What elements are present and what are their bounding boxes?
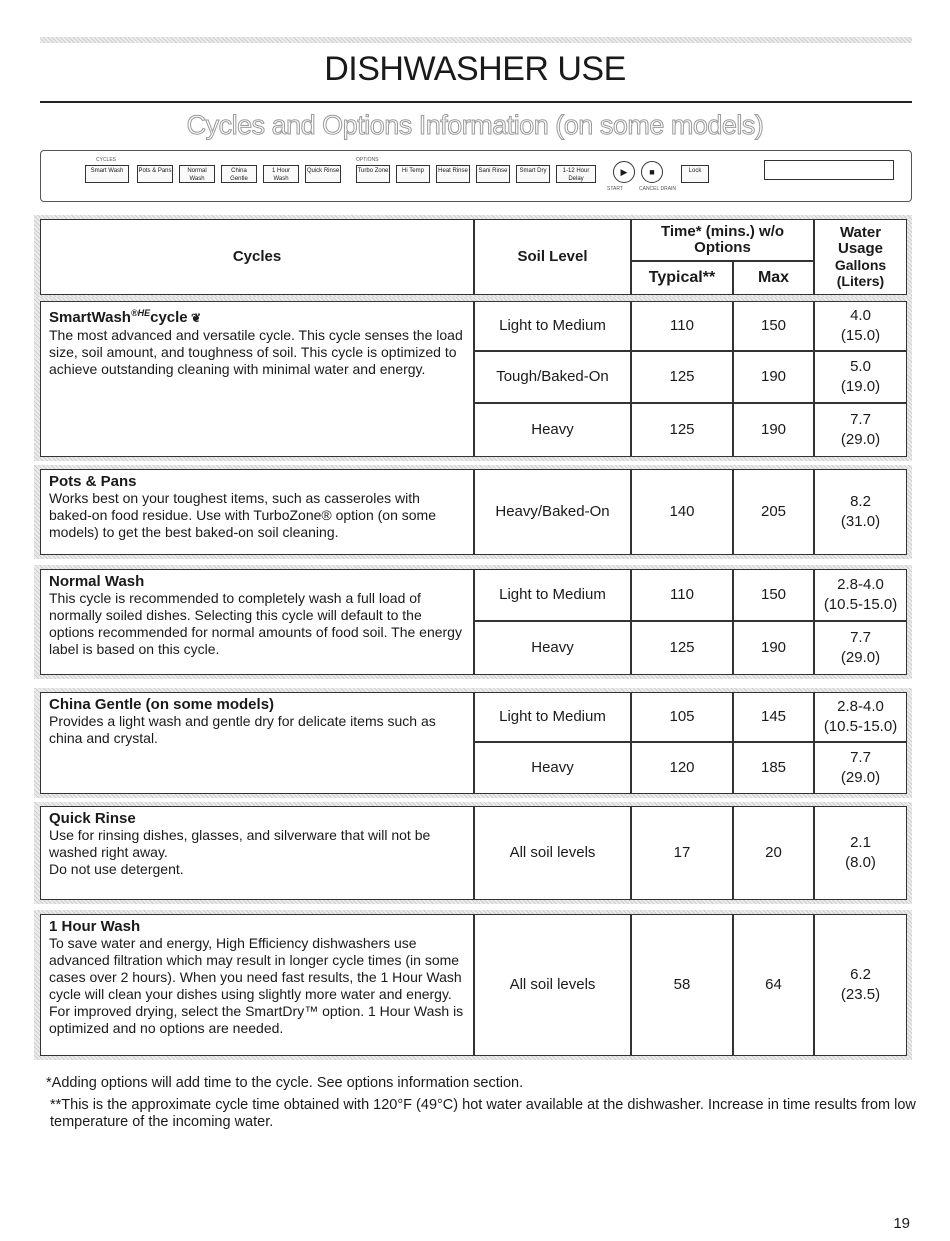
water-liters: (10.5-15.0) [823, 596, 898, 613]
soil-level-cell-text: Light to Medium [499, 708, 606, 725]
water-usage-cell [814, 301, 907, 351]
panel-button-sani-rinse: Sani Rinse [476, 165, 510, 183]
cycle-block [34, 802, 912, 904]
typical-time-cell-text: 58 [673, 976, 691, 993]
page-title: DISHWASHER USE [324, 50, 626, 88]
max-time-cell [733, 806, 814, 900]
start-icon: ▶ [613, 161, 635, 183]
max-time-cell-text: 185 [760, 759, 787, 776]
header-water-usage: Water Usage [837, 224, 884, 257]
soil-level-cell-text: Heavy [531, 421, 574, 438]
cancel-label: CANCEL DRAIN [639, 186, 677, 192]
soil-level-cell [474, 569, 631, 621]
cycle-name [49, 305, 465, 327]
panel-button-turbo-zone: Turbo Zone [356, 165, 390, 183]
typical-time-cell-text: 125 [669, 421, 695, 438]
typical-time-cell-text: 17 [673, 844, 691, 861]
max-time-cell-text: 205 [760, 503, 787, 520]
cycle-block [34, 465, 912, 559]
panel-button-heat-rinse: Heat Rinse [436, 165, 470, 183]
soil-level-cell-text: Heavy [531, 639, 574, 656]
max-time-cell-text: 190 [760, 421, 787, 438]
water-gallons: 2.8-4.0 [837, 698, 884, 715]
max-time-cell-text: 64 [765, 976, 782, 993]
cycle-block [34, 565, 912, 679]
control-panel-illustration [40, 150, 912, 202]
options-label: OPTIONS [356, 157, 379, 163]
page-number: 19 [893, 1215, 910, 1232]
soil-level-cell-text: Heavy/Baked-On [495, 503, 610, 520]
soil-level-cell [474, 351, 631, 403]
panel-display [764, 160, 894, 180]
soil-level-cell-text: Light to Medium [499, 317, 606, 334]
water-usage-cell [814, 569, 907, 621]
header-cycles: Cycles [40, 219, 474, 295]
water-liters: (29.0) [840, 431, 881, 448]
cycle-name-suffix: cycle [150, 309, 188, 326]
water-gallons: 4.0 [850, 307, 871, 324]
max-time-cell [733, 569, 814, 621]
typical-time-cell [631, 806, 733, 900]
cycle-name-text: Pots & Pans [49, 473, 137, 490]
typical-time-cell-text: 120 [669, 759, 695, 776]
water-gallons: 5.0 [850, 358, 871, 375]
max-time-cell-text: 145 [760, 708, 787, 725]
water-gallons: 7.7 [850, 629, 871, 646]
header-time: Time* (mins.) w/o Options [631, 219, 814, 261]
cycle-description-cell [40, 806, 474, 900]
typical-time-cell [631, 742, 733, 794]
soil-level-cell [474, 621, 631, 675]
water-usage-cell [814, 351, 907, 403]
panel-button-normal-wash: Normal Wash [179, 165, 215, 183]
soil-level-cell [474, 692, 631, 742]
panel-button-delay: 1-12 Hour Delay [556, 165, 596, 183]
water-gallons: 2.1 [850, 834, 871, 851]
soil-level-cell [474, 742, 631, 794]
leaf-icon: ❦ [187, 311, 202, 325]
cycle-description: This cycle is recommended to completely wash a full load of normally soiled dishes. Selecting this cycle will default to the options recommended for normal amounts of food soil. The energy label is based on this cycle. [49, 590, 462, 657]
registered-mark: ®HE [130, 308, 151, 318]
cycle-name [49, 573, 465, 590]
max-time-cell-text: 190 [760, 639, 787, 656]
cycle-name-text: Quick Rinse [49, 810, 136, 827]
water-liters: (29.0) [840, 649, 881, 666]
page-subtitle: Cycles and Options Information (on some models) [186, 110, 764, 140]
panel-button-china-gentle: China Gentle [221, 165, 257, 183]
water-usage-cell [814, 806, 907, 900]
water-gallons: 6.2 [850, 966, 871, 983]
cycle-name [49, 473, 465, 490]
typical-time-cell-text: 110 [670, 586, 694, 603]
stop-icon: ■ [641, 161, 663, 183]
header-gallons: Gallons [834, 257, 887, 273]
cycle-description: Works best on your toughest items, such as casseroles with baked-on food residue. Use with TurboZone® option (on some models) to get the best baked-on soil cleaning. [49, 490, 436, 540]
max-time-cell [733, 301, 814, 351]
cycle-description: Do not use detergent. [49, 861, 184, 877]
max-time-cell [733, 621, 814, 675]
typical-time-cell-text: 125 [669, 639, 695, 656]
water-liters: (15.0) [840, 327, 881, 344]
max-time-cell [733, 351, 814, 403]
panel-button-smart-wash: Smart Wash [85, 165, 129, 183]
start-label: START [607, 186, 623, 192]
soil-level-cell [474, 469, 631, 555]
typical-time-cell-text: 125 [669, 368, 695, 385]
cycle-description-cell [40, 569, 474, 675]
typical-time-cell [631, 621, 733, 675]
typical-time-cell-text: 105 [669, 708, 695, 725]
cycle-name [49, 810, 465, 827]
header-liters: (Liters) [836, 273, 885, 289]
panel-button-hi-temp: Hi Temp [396, 165, 430, 183]
water-liters: (23.5) [840, 986, 881, 1003]
soil-level-cell [474, 301, 631, 351]
cycle-name-text: SmartWash [49, 309, 131, 326]
water-liters: (8.0) [845, 854, 876, 871]
max-time-cell-text: 150 [760, 317, 787, 334]
top-decorative-bar [40, 37, 912, 43]
water-usage-cell [814, 914, 907, 1056]
max-time-cell-text: 190 [760, 368, 787, 385]
panel-button-1-hour-wash: 1 Hour Wash [263, 165, 299, 183]
typical-time-cell [631, 403, 733, 457]
soil-level-cell [474, 403, 631, 457]
footnote-2-text: **This is the approximate cycle time obtained with 120°F (49°C) hot water available at the dishwasher. Increase in time results from low temperature of the incoming water. [50, 1097, 916, 1130]
cycle-name-text: China Gentle (on some models) [49, 696, 275, 713]
cycle-name [49, 696, 465, 713]
water-gallons: 8.2 [850, 493, 871, 510]
soil-level-cell-text: Heavy [531, 759, 574, 776]
typical-time-cell [631, 914, 733, 1056]
typical-time-cell [631, 569, 733, 621]
max-time-cell [733, 692, 814, 742]
cycle-description-cell [40, 469, 474, 555]
water-usage-cell [814, 621, 907, 675]
water-liters: (31.0) [840, 513, 881, 530]
panel-button-quick-rinse: Quick Rinse [305, 165, 341, 183]
soil-level-cell [474, 806, 631, 900]
header-soil-level: Soil Level [474, 219, 631, 295]
cycle-name-text: Normal Wash [49, 573, 145, 590]
cycle-description: Use for rinsing dishes, glasses, and silverware that will not be washed right away. [49, 827, 431, 860]
water-usage-cell [814, 403, 907, 457]
cycle-block [34, 910, 912, 1060]
water-gallons: 2.8-4.0 [837, 576, 884, 593]
header-typical: Typical** [631, 261, 733, 295]
water-liters: (10.5-15.0) [823, 718, 898, 735]
cycle-name [49, 918, 465, 935]
panel-button-smart-dry: Smart Dry [516, 165, 550, 183]
header-max: Max [733, 261, 814, 295]
header-water [814, 219, 907, 295]
typical-time-cell-text: 140 [669, 503, 695, 520]
max-time-cell [733, 469, 814, 555]
cycle-description: To save water and energy, High Efficiency dishwashers use advanced filtration which may result in longer cycle times (in some cases over 2 hours). When you need fast results, the 1 Hour Wash cycle will clean your dishes using slightly more water and energy. For improved drying, select the SmartDry™ option. 1 Hour Wash is optimized and no options are needed. [49, 935, 464, 1036]
typical-time-cell-text: 110 [670, 317, 694, 334]
cycles-label: CYCLES [96, 157, 117, 163]
water-usage-cell [814, 469, 907, 555]
cycle-block [34, 688, 912, 798]
water-usage-cell [814, 742, 907, 794]
cycle-name-text: 1 Hour Wash [49, 918, 141, 935]
cycle-description: Provides a light wash and gentle dry for delicate items such as china and crystal. [49, 713, 436, 746]
max-time-cell-text: 150 [760, 586, 787, 603]
max-time-cell [733, 403, 814, 457]
water-liters: (29.0) [840, 769, 881, 786]
water-gallons: 7.7 [850, 749, 871, 766]
water-gallons: 7.7 [850, 411, 871, 428]
max-time-cell-text: 20 [765, 844, 782, 861]
soil-level-cell-text: Light to Medium [499, 586, 606, 603]
max-time-cell [733, 742, 814, 794]
table-header [34, 215, 912, 297]
soil-level-cell-text: Tough/Baked-On [496, 368, 609, 385]
water-liters: (19.0) [840, 378, 881, 395]
panel-button-lock: Lock [681, 165, 709, 183]
cycle-block [34, 297, 912, 461]
typical-time-cell [631, 351, 733, 403]
max-time-cell [733, 914, 814, 1056]
typical-time-cell [631, 469, 733, 555]
cycle-description-cell [40, 692, 474, 794]
cycle-description-cell [40, 914, 474, 1056]
footnote-1: *Adding options will add time to the cycle. See options information section. [46, 1075, 524, 1091]
typical-time-cell [631, 692, 733, 742]
title-rule [40, 101, 912, 103]
typical-time-cell [631, 301, 733, 351]
soil-level-cell-text: All soil levels [509, 976, 596, 993]
water-usage-cell [814, 692, 907, 742]
cycle-description: The most advanced and versatile cycle. This cycle senses the load size, soil amount, and toughness of soil. This cycle is optimized to achieve outstanding cleaning with minimal water and energy. [49, 327, 463, 377]
footnote-2 [38, 1097, 920, 1131]
panel-button-pots-pans: Pots & Pans [137, 165, 173, 183]
cycle-description-cell [40, 301, 474, 457]
soil-level-cell-text: All soil levels [509, 844, 596, 861]
soil-level-cell [474, 914, 631, 1056]
